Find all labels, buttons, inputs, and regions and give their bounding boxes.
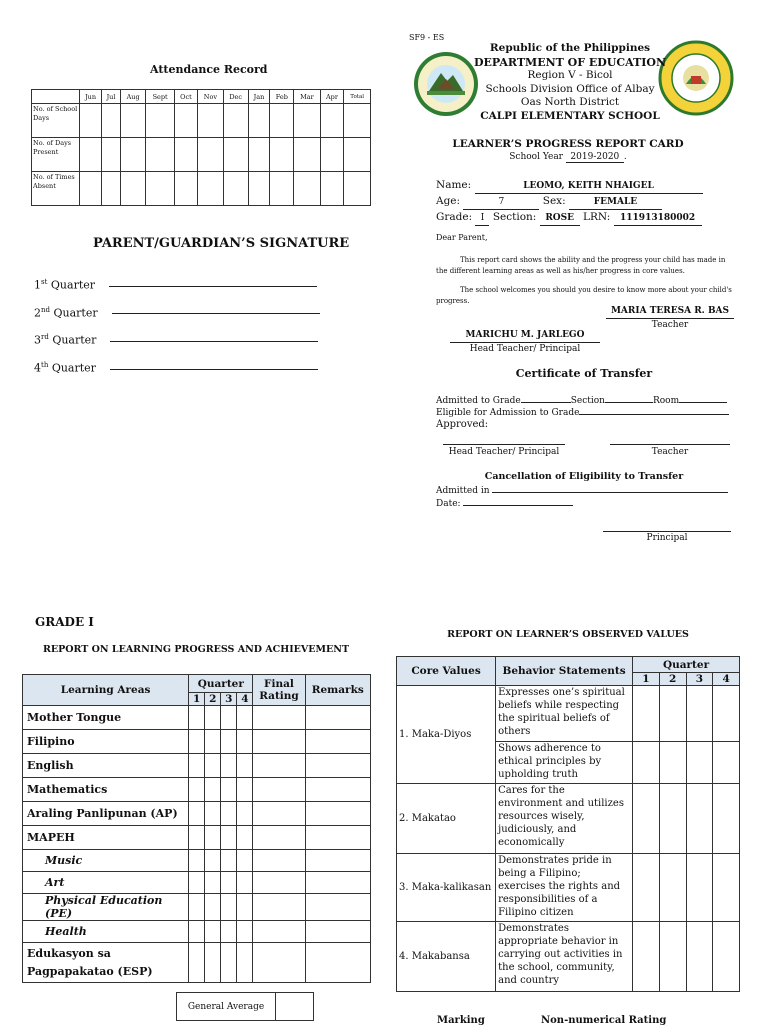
month-cell: Feb [270, 90, 294, 104]
table-row [23, 802, 371, 826]
behavior-statement: Cares for the environment and utilizes resources wisely, judiciously, and economically [496, 784, 633, 854]
agency-header [470, 42, 670, 123]
transfer-head-signature: Head Teacher/ Principal [443, 434, 565, 459]
table-row [23, 778, 371, 802]
attendance-row-label: No. of School Days [32, 104, 80, 138]
month-cell: Dec [223, 90, 248, 104]
learning-area: English [23, 754, 189, 778]
month-cell: Jul [102, 90, 121, 104]
division-label: Schools Division Office of Albay [485, 82, 655, 95]
month-cell: Nov [198, 90, 224, 104]
table-row [23, 921, 371, 943]
table-row [23, 754, 371, 778]
table-row [23, 894, 371, 921]
teacher-signature [606, 305, 734, 332]
table-row [23, 706, 371, 730]
school-year-line: School Year 2019-2020 . [509, 152, 627, 162]
teacher-title: Teacher [651, 320, 689, 330]
learner-age: 7 [463, 195, 539, 210]
grade-title: GRADE I [35, 615, 94, 629]
signature-line-q1[interactable]: 1st Quarter [34, 270, 320, 298]
learning-area: Edukasyon sa Pagpapakatao (ESP) [23, 943, 189, 983]
region-label: Region V - Bicol [527, 69, 613, 81]
behavior-statement: Expresses one’s spiritual beliefs while respecting the spiritual beliefs of others [496, 686, 633, 742]
general-average-table [176, 992, 314, 1021]
attendance-header-row [32, 90, 371, 104]
table-row [23, 872, 371, 894]
quarter-number: 4 [237, 693, 253, 706]
learner-info: Name: LEOMO, KEITH NHAIGEL Age: 7 Sex: FEMALE Grade: I Section: ROSE LRN: 111913180002 [436, 178, 703, 226]
school-name: CALPI ELEMENTARY SCHOOL [480, 109, 660, 122]
attendance-row [32, 172, 371, 206]
behavior-statement: Shows adherence to ethical principles by upholding truth [496, 742, 633, 784]
quarter-number: 1 [633, 673, 660, 686]
cancellation-title: Cancellation of Eligibility to Transfer [484, 471, 684, 482]
table-row [397, 922, 740, 992]
learner-grade: I [475, 211, 489, 226]
signature-line-q2[interactable]: 2nd Quarter [34, 298, 320, 326]
quarter-number: 3 [221, 693, 237, 706]
learning-area-sub: Art [23, 872, 189, 894]
table-row [23, 943, 371, 983]
col-quarter: Quarter [189, 675, 253, 693]
head-name: MARICHU M. JARLEGO [450, 329, 600, 343]
transfer-fields: Admitted to Grade Section Room Eligible for Admission to Grade Approved: [436, 395, 736, 431]
head-title: Head Teacher/ Principal [469, 344, 581, 354]
learner-section: ROSE [540, 211, 580, 226]
marking-label: Marking [437, 1015, 485, 1026]
school-year-value: 2019-2020 [566, 152, 624, 163]
col-core-values: Core Values [397, 657, 496, 686]
form-code: SF9 - ES [409, 33, 445, 42]
attendance-row-label: No. of Times Absent [32, 172, 80, 206]
teacher-name: MARIA TERESA R. BAS [606, 305, 734, 319]
report-card-title: LEARNER’S PROGRESS REPORT CARD [452, 138, 684, 150]
learning-area-sub: Health [23, 921, 189, 943]
table-row [23, 826, 371, 850]
core-value: 1. Maka-Diyos [397, 686, 496, 784]
core-values-table [396, 656, 740, 992]
signature-line-q4[interactable]: 4th Quarter [34, 353, 320, 381]
district-label: Oas North District [520, 96, 620, 108]
month-cell: Apr [320, 90, 344, 104]
learning-area: Filipino [23, 730, 189, 754]
behavior-statement: Demonstrates appropriate behavior in carrying out activities in the school, community, and country [496, 922, 633, 992]
learning-area-sub: Physical Education (PE) [23, 894, 189, 921]
transfer-teacher-signature: Teacher [610, 434, 730, 459]
principal-signature: Principal [603, 523, 731, 545]
letter-greeting: Dear Parent, [436, 233, 488, 242]
learning-area: Araling Panlipunan (AP) [23, 802, 189, 826]
quarter-number: 2 [659, 673, 686, 686]
quarter-number: 2 [205, 693, 221, 706]
table-row [23, 850, 371, 872]
attendance-row [32, 104, 371, 138]
letter-paragraph-2: The school welcomes you should you desire to know more about your child's progress. [436, 286, 732, 305]
learner-name: LEOMO, KEITH NHAIGEL [475, 179, 703, 194]
learning-area-sub: Music [23, 850, 189, 872]
republic-label: Republic of the Philippines [489, 42, 651, 54]
attendance-corner-cell [32, 90, 80, 104]
learning-areas-table [22, 674, 371, 983]
table-row [397, 854, 740, 922]
general-average-label: General Average [177, 993, 276, 1021]
transfer-title: Certificate of Transfer [515, 367, 653, 380]
nonnumerical-label: Non-numerical Rating [541, 1015, 667, 1026]
cancellation-fields: Admitted in Date: [436, 485, 736, 511]
core-value: 2. Makatao [397, 784, 496, 854]
learning-progress-title: REPORT ON LEARNING PROGRESS AND ACHIEVEMENT [42, 644, 350, 655]
month-cell: Sept [146, 90, 175, 104]
observed-values-title: REPORT ON LEARNER’S OBSERVED VALUES [447, 629, 689, 640]
behavior-statement: Demonstrates pride in being a Filipino; exercises the rights and responsibilities of a Filipino citizen [496, 854, 633, 922]
col-behavior: Behavior Statements [496, 657, 633, 686]
col-remarks: Remarks [305, 675, 370, 706]
col-final-rating: Final Rating [253, 675, 305, 706]
month-cell: Aug [120, 90, 145, 104]
attendance-title: Attendance Record [150, 63, 268, 76]
col-quarter: Quarter [633, 657, 740, 673]
month-cell: Oct [174, 90, 197, 104]
quarter-number: 3 [686, 673, 713, 686]
attendance-table [31, 89, 371, 206]
learner-sex: FEMALE [569, 195, 662, 210]
quarter-number: 1 [189, 693, 205, 706]
learner-lrn: 111913180002 [614, 211, 702, 226]
core-value: 4. Makabansa [397, 922, 496, 992]
attendance-row [32, 138, 371, 172]
table-row [397, 784, 740, 854]
quarter-number: 4 [713, 673, 740, 686]
month-cell: Mar [294, 90, 320, 104]
general-average-value [276, 993, 314, 1021]
month-cell: Jan [248, 90, 270, 104]
learning-area: Mother Tongue [23, 706, 189, 730]
department-label: DEPARTMENT OF EDUCATION [473, 55, 667, 69]
letter-paragraph-1: This report card shows the ability and the progress your child has made in the different learning areas as well as his/her progress in core values. [436, 256, 726, 275]
table-row [397, 686, 740, 742]
signature-line-q3[interactable]: 3rd Quarter [34, 325, 320, 353]
attendance-row-label: No. of Days Present [32, 138, 80, 172]
approved-label: Approved: [436, 419, 489, 430]
signature-lines [34, 270, 320, 381]
learning-area: MAPEH [23, 826, 189, 850]
head-signature [450, 329, 600, 356]
core-value: 3. Maka-kalikasan [397, 854, 496, 922]
month-cell: Jun [80, 90, 102, 104]
signature-title: PARENT/GUARDIAN’S SIGNATURE [93, 236, 350, 251]
table-row [23, 730, 371, 754]
month-cell: Total [344, 90, 371, 104]
learning-area: Mathematics [23, 778, 189, 802]
col-learning-areas: Learning Areas [23, 675, 189, 706]
